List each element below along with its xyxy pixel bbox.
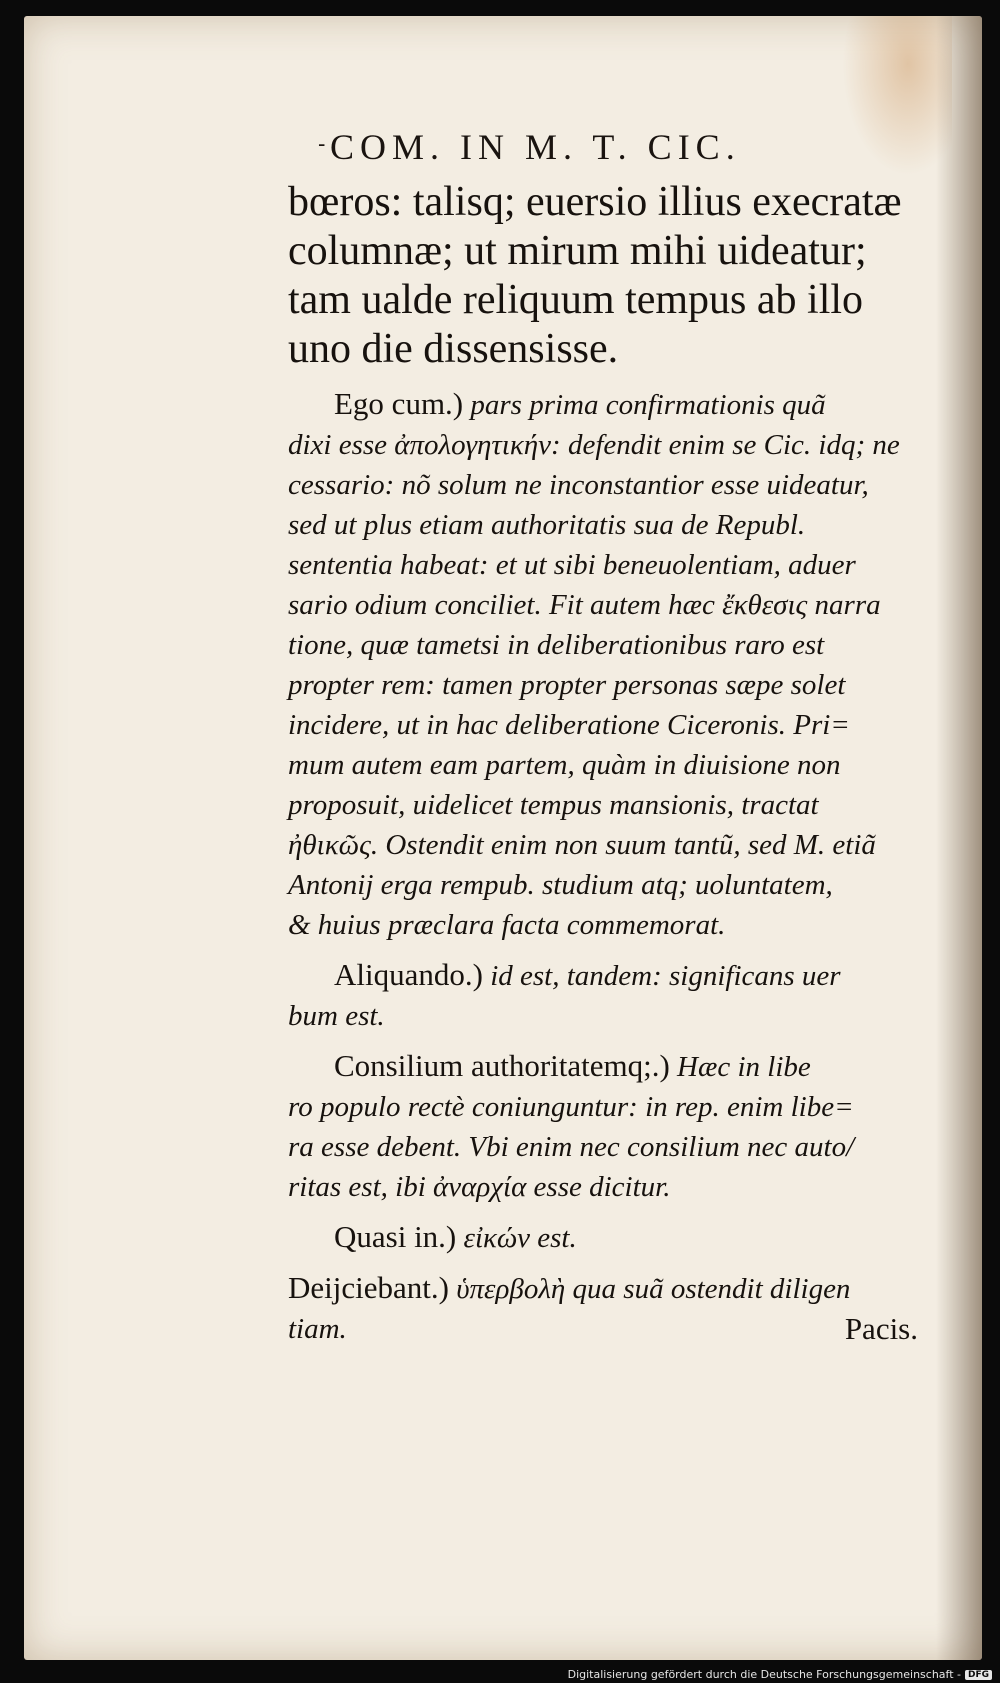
running-head: COM. IN M. T. CIC. (330, 127, 741, 167)
commentary-line (288, 1268, 918, 1309)
commentary-text: pars prima confirmationis quã (470, 389, 826, 421)
commentary-line: ritas est, ibi ἀναρχία esse dicitur. (288, 1171, 671, 1203)
commentary-line: ἠθικῶς. Ostendit enim non suum tantũ, sed M. etiã (288, 829, 876, 861)
commentary-line: bum est. (288, 1000, 385, 1032)
lemma: Ego cum.) (334, 386, 464, 421)
roman-line: bœros: talisq; euersio illius execratæ (288, 179, 902, 225)
roman-line: tam ualde reliquum tempus ab illo (288, 277, 864, 323)
commentary-text: id est, tandem: significans uer (490, 960, 841, 992)
commentary-line: proposuit, uidelicet tempus mansionis, tractat (288, 789, 819, 821)
commentary-line (288, 955, 918, 996)
commentary-text: Hæc in libe (677, 1051, 811, 1083)
footer-credit: Digitalisierung gefördert durch die Deutsche Forschungsgemeinschaft - (567, 1668, 961, 1681)
dfg-logo-icon: DFG (965, 1670, 992, 1680)
commentary-line (288, 384, 918, 425)
commentary-text: εἰκών est. (463, 1222, 577, 1254)
commentary-line: cessario: nõ solum ne inconstantior esse uideatur, (288, 469, 869, 501)
lemma: Deijciebant.) (288, 1270, 449, 1305)
lemma: Consilium authoritatemq;.) (334, 1048, 670, 1083)
digitization-footer (568, 1668, 992, 1681)
lemma: Quasi in.) (334, 1219, 457, 1254)
commentary-text: tiam. (288, 1313, 347, 1345)
page-text (288, 178, 918, 1349)
commentary-line: sententia habeat: et ut sibi beneuolentiam, aduer (288, 549, 856, 581)
commentary-line: dixi esse ἀπολογητικήν: defendit enim se Cic. idq; ne (288, 429, 900, 461)
commentary-text: ὑπερβολὴ qua suã ostendit diligen (456, 1273, 851, 1305)
commentary-line: sario odium conciliet. Fit autem hæc ἔκθεσις narra (288, 589, 881, 621)
commentary-line: mum autem eam partem, quàm in diuisione non (288, 749, 841, 781)
commentary-line (288, 1046, 918, 1087)
lemma: Aliquando.) (334, 957, 483, 992)
page-stain (842, 16, 952, 176)
roman-line: uno die dissensisse. (288, 326, 619, 372)
running-head-mark: - (318, 132, 326, 157)
commentary-line: ro populo rectè coniunguntur: in rep. enim libe= (288, 1091, 854, 1123)
commentary-line: & huius præclara facta commemorat. (288, 909, 726, 941)
commentary-line: sed ut plus etiam authoritatis sua de Republ. (288, 509, 806, 541)
commentary-line (288, 1217, 918, 1258)
commentary-line: incidere, ut in hac deliberatione Ciceronis. Pri= (288, 709, 850, 741)
catchword: Pacis. (844, 1311, 918, 1346)
commentary-line (288, 1309, 918, 1349)
roman-line: columnæ; ut mirum mihi uideatur; (288, 228, 867, 274)
commentary-line: Antonij erga rempub. studium atq; uoluntatem, (288, 869, 833, 901)
commentary-line: ra esse debent. Vbi enim nec consilium nec auto/ (288, 1131, 855, 1163)
commentary-line: propter rem: tamen propter personas sæpe solet (288, 669, 846, 701)
commentary-line: tione, quæ tametsi in deliberationibus raro est (288, 629, 825, 661)
